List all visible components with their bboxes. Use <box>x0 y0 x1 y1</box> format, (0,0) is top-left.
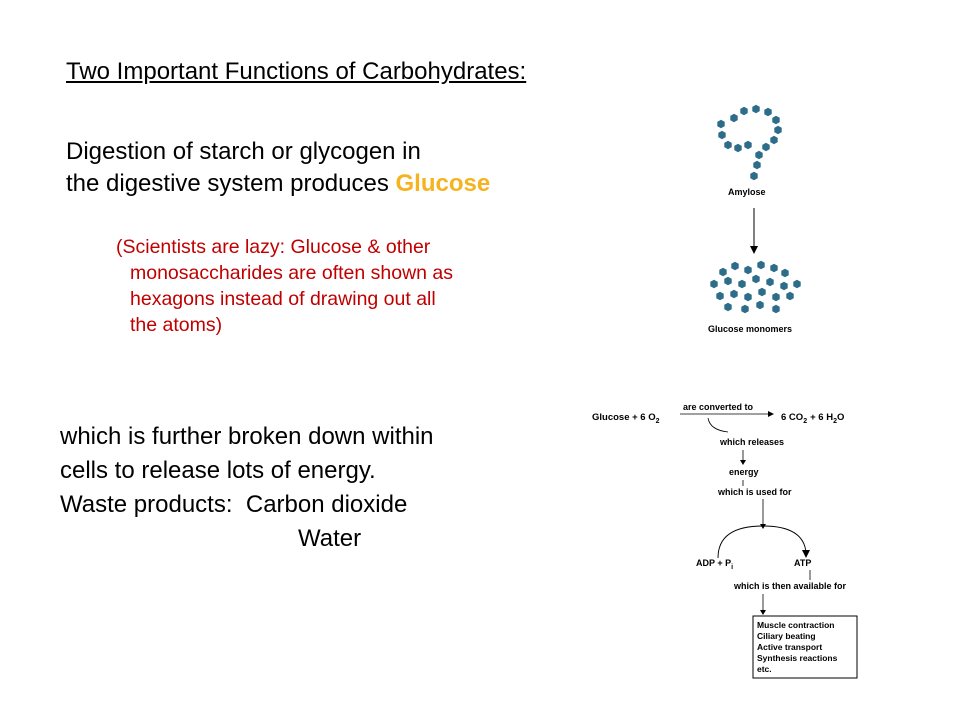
products-text: 6 $CO_2 + 6$ $H_2O$ <box>781 412 845 425</box>
note-line-4: the atoms) <box>130 314 223 336</box>
note-line-1: (Scientists are lazy: Glucose & other <box>116 236 431 258</box>
glucose-hexagon <box>764 108 771 117</box>
glucose-hexagon <box>752 275 759 284</box>
glucose-hexagon <box>710 280 717 289</box>
glucose-hexagon <box>724 303 731 312</box>
waste-water: Water <box>298 525 362 552</box>
note-line-2: monosaccharides are often shown as <box>130 262 454 284</box>
adp-text: ADP + $P_i$ <box>696 558 734 571</box>
glucose-hexagon <box>730 114 737 123</box>
used-for-text: which is used for <box>718 487 792 497</box>
glucose-hexagon <box>755 151 762 160</box>
glucose-hexagon <box>718 131 725 140</box>
note-line-3: hexagons instead of drawing out all <box>130 288 436 310</box>
glucose-hexagon <box>724 141 731 150</box>
used-for-arrow-head <box>760 524 766 529</box>
hexagon-note <box>116 234 596 338</box>
breakdown-line-1: which is further broken down within <box>60 423 434 450</box>
page-title: Two Important Functions of Carbohydrates: <box>66 58 527 85</box>
glucose-highlight: Glucose <box>395 170 491 197</box>
waste-carbon-dioxide: Carbon dioxide <box>245 491 408 518</box>
glucose-hexagon <box>716 292 723 301</box>
digestion-line-2-text: the digestive system produces <box>66 170 396 197</box>
glucose-hexagon <box>793 280 800 289</box>
glucose-hexagon <box>756 301 763 310</box>
use-synthesis-reactions: Synthesis reactions <box>757 653 838 663</box>
hydrolysis-arrow-head <box>750 246 758 254</box>
atp-text: ATP <box>794 558 812 568</box>
glucose-hexagon <box>772 293 779 302</box>
glucose-hexagon <box>744 293 751 302</box>
glucose-hexagon <box>762 143 769 152</box>
use-muscle-contraction: Muscle contraction <box>757 620 835 630</box>
glucose-hexagon <box>786 292 793 301</box>
amylose-chain <box>717 105 781 181</box>
glucose-hexagon <box>724 277 731 286</box>
use-etc: etc. <box>757 664 772 674</box>
breakdown-line-3 <box>60 488 434 522</box>
breakdown-line-2: cells to release lots of energy. <box>60 457 376 484</box>
glucose-hexagon <box>731 262 738 271</box>
glucose-hexagon <box>741 305 748 314</box>
glucose-hexagon <box>744 141 751 150</box>
glucose-hexagon <box>717 120 724 129</box>
glucose-hexagon <box>766 278 773 287</box>
glucose-hexagon <box>730 290 737 299</box>
reactants-text: Glucose + 6 $O_2$ <box>592 412 660 425</box>
glucose-hexagon <box>757 261 764 270</box>
glucose-hexagon <box>772 116 779 125</box>
glucose-hexagon <box>752 105 759 114</box>
releases-curve <box>708 418 728 432</box>
converted-to-text: are converted to <box>683 402 754 412</box>
glucose-hexagon <box>774 126 781 135</box>
glucose-hexagon <box>753 161 760 170</box>
glucose-hexagon <box>770 136 777 145</box>
converted-arrow-head <box>768 411 774 417</box>
atp-cycle-arrow-head <box>802 550 810 558</box>
breakdown-paragraph <box>60 420 434 556</box>
available-arrow-head <box>760 610 766 615</box>
energy-arrow-head <box>740 460 746 465</box>
use-active-transport: Active transport <box>757 642 823 652</box>
available-text: which is then available for <box>734 581 847 591</box>
digestion-line-1: Digestion of starch or glycogen in <box>66 138 421 165</box>
amylose-illustration <box>690 100 820 345</box>
respiration-diagram <box>578 398 868 698</box>
glucose-monomers <box>710 261 800 314</box>
releases-text: which releases <box>720 437 785 447</box>
energy-text: energy <box>729 467 759 477</box>
glucose-hexagon <box>740 107 747 116</box>
glucose-hexagon <box>734 144 741 153</box>
waste-label: Waste products: <box>60 491 233 518</box>
glucose-hexagon <box>781 269 788 278</box>
glucose-hexagon <box>738 280 745 289</box>
amylose-label: Amylose <box>728 187 766 197</box>
glucose-hexagon <box>758 288 765 297</box>
glucose-hexagon <box>770 264 777 273</box>
glucose-hexagon <box>744 266 751 275</box>
glucose-monomers-label: Glucose monomers <box>708 324 793 334</box>
digestion-line-2 <box>66 168 490 200</box>
glucose-hexagon <box>780 282 787 291</box>
digestion-paragraph <box>66 136 490 200</box>
use-ciliary-beating: Ciliary beating <box>757 631 816 641</box>
glucose-hexagon <box>719 268 726 277</box>
atp-cycle-arc <box>718 526 806 558</box>
glucose-hexagon <box>772 305 779 314</box>
glucose-hexagon <box>750 172 757 181</box>
